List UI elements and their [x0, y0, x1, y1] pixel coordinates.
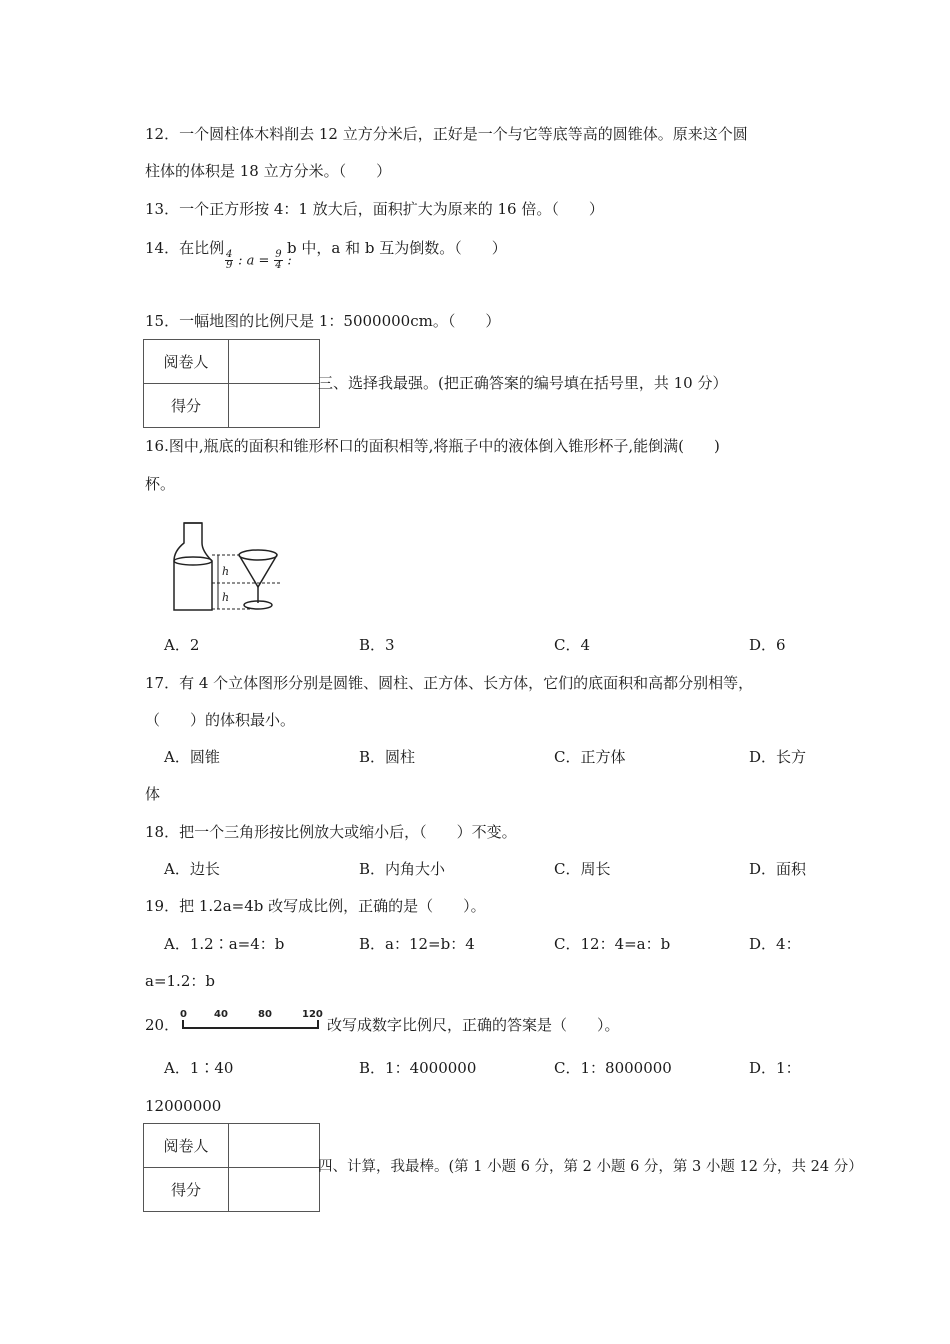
q17-line2: （ ）的体积最小。 [145, 711, 296, 729]
scale-label-80: 80 [258, 1009, 272, 1020]
q18-option-d[interactable]: D．面积 [749, 860, 807, 878]
q20-option-a[interactable]: A．1∶40 [164, 1059, 234, 1077]
scale-label-120: 120 [302, 1009, 323, 1020]
q14-suffix: b 中，a 和 b 互为倒数。（ ） [287, 239, 507, 257]
bottle-shape [174, 523, 212, 610]
q16-option-a[interactable]: A．2 [164, 636, 200, 654]
q20-suffix: 改写成数字比例尺，正确的答案是（ ）。 [327, 1016, 620, 1034]
q13-text: 13．一个正方形按 4：1 放大后，面积扩大为原来的 16 倍。（ ） [145, 200, 604, 218]
q17-option-a[interactable]: A．圆锥 [164, 748, 220, 766]
q17-option-d-wrap: 体 [145, 785, 161, 803]
q12-line1: 12．一个圆柱体木料削去 12 立方分米后，正好是一个与它等底等高的圆锥体。原来这个圆 [145, 125, 748, 143]
score-cell [229, 1168, 320, 1212]
q20-option-c[interactable]: C．1：8000000 [554, 1059, 672, 1077]
reviewer-cell [229, 1124, 320, 1168]
q18-option-a[interactable]: A．边长 [164, 860, 220, 878]
height-label-2: h [222, 591, 230, 604]
reviewer-cell [229, 340, 320, 384]
q16-option-b[interactable]: B．3 [359, 636, 395, 654]
q16-line2: 杯。 [145, 475, 176, 493]
q19-text: 19．把 1.2a=4b 改写成比例，正确的是（ ）。 [145, 897, 486, 915]
q17-option-d[interactable]: D．长方 [749, 748, 807, 766]
cone-cup-rim [239, 550, 277, 560]
q20-option-d[interactable]: D．1： [749, 1059, 801, 1077]
q15-text: 15．一幅地图的比例尺是 1：5000000cm。（ ） [145, 312, 501, 330]
q19-option-d[interactable]: D．4： [749, 935, 801, 953]
q16-option-d[interactable]: D．6 [749, 636, 786, 654]
q14-prefix: 14．在比例 [145, 239, 225, 257]
fraction-4-9: $\frac{4}{9}$ [226, 249, 233, 271]
score-box-2 [143, 1123, 320, 1212]
q20-option-d-wrap: 12000000 [145, 1097, 222, 1115]
score-cell [229, 384, 320, 428]
q17-line1: 17．有 4 个立体图形分别是圆锥、圆柱、正方体、长方体，它们的底面积和高都分别相等， [145, 674, 754, 692]
q14-formula: $\frac{4}{9}$ : a = $\frac{9}{4}$ : [226, 249, 292, 271]
height-label-1: h [222, 565, 230, 578]
q20-prefix: 20． [145, 1016, 180, 1034]
q17-option-b[interactable]: B．圆柱 [359, 748, 416, 766]
q19-option-a[interactable]: A．1.2∶a=4：b [164, 935, 285, 953]
score-label: 得分 [144, 384, 229, 428]
q20-option-b[interactable]: B．1：4000000 [359, 1059, 477, 1077]
q17-option-c[interactable]: C．正方体 [554, 748, 626, 766]
q19-option-d-wrap: a=1.2：b [145, 972, 215, 990]
q12-line2: 柱体的体积是 18 立方分米。（ ） [145, 162, 392, 180]
q19-option-c[interactable]: C．12：4=a：b [554, 935, 671, 953]
reviewer-label: 阅卷人 [144, 340, 229, 384]
q16-option-c[interactable]: C．4 [554, 636, 591, 654]
scale-label-40: 40 [214, 1009, 228, 1020]
line-scale-figure [178, 1006, 326, 1036]
section-4-heading: 四、计算，我最棒。(第 1 小题 6 分，第 2 小题 6 分，第 3 小题 12 分，共 24 分） [318, 1159, 863, 1175]
score-box-1 [143, 339, 320, 428]
section-3-heading: 三、选择我最强。(把正确答案的编号填在括号里，共 10 分） [318, 374, 728, 392]
q16-line1: 16.图中,瓶底的面积和锥形杯口的面积相等,将瓶子中的液体倒入锥形杯子,能倒满( ) [145, 437, 720, 455]
reviewer-label: 阅卷人 [144, 1124, 229, 1168]
q18-text: 18．把一个三角形按比例放大或缩小后，（ ）不变。 [145, 823, 517, 841]
scale-label-0: 0 [180, 1009, 187, 1020]
score-label: 得分 [144, 1168, 229, 1212]
q19-option-b[interactable]: B．a：12=b：4 [359, 935, 475, 953]
fraction-9-4: $\frac{9}{4}$ [275, 249, 282, 271]
bottle-and-cup-figure [160, 515, 290, 615]
q18-option-b[interactable]: B．内角大小 [359, 860, 446, 878]
q18-option-c[interactable]: C．周长 [554, 860, 611, 878]
